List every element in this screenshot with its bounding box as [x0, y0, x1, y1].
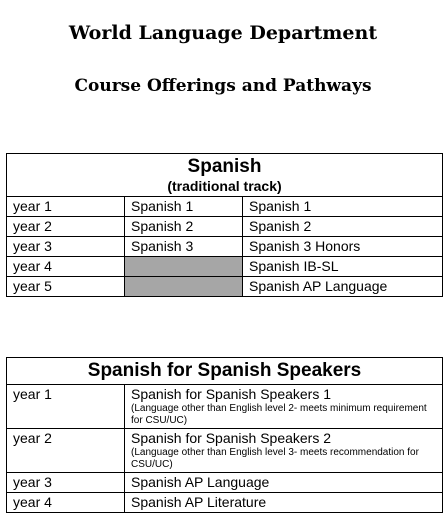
table-row — [7, 257, 443, 277]
spanish-speakers-table-title: Spanish for Spanish Speakers — [87, 360, 362, 381]
course-name: Spanish for Spanish Speakers 1 — [131, 386, 332, 402]
page-title: World Language Department — [68, 22, 378, 44]
spanish-table-header — [7, 154, 443, 197]
spanish-speakers-table-header — [7, 358, 443, 385]
shaded-cell — [125, 277, 243, 297]
course-cell: Spanish AP Language — [125, 473, 443, 493]
table-row — [7, 493, 443, 513]
spanish-table-title-cell — [7, 154, 443, 197]
course-cell: Spanish 2 — [125, 217, 243, 237]
table-row — [7, 473, 443, 493]
course-cell: Spanish 3 Honors — [243, 237, 443, 257]
year-cell: year 3 — [7, 237, 125, 257]
course-cell: Spanish 3 — [125, 237, 243, 257]
course-name: Spanish for Spanish Speakers 2 — [131, 430, 332, 446]
shaded-cell — [125, 257, 243, 277]
course-cell: Spanish 1 — [243, 197, 443, 217]
page-subtitle: Course Offerings and Pathways — [74, 76, 372, 96]
year-cell: year 2 — [7, 217, 125, 237]
year-cell: year 1 — [7, 197, 125, 217]
course-cell: Spanish 2 — [243, 217, 443, 237]
spanish-speakers-table — [6, 357, 443, 513]
course-cell — [125, 429, 443, 473]
year-cell: year 4 — [7, 257, 125, 277]
year-cell: year 2 — [7, 429, 125, 473]
course-cell: Spanish IB-SL — [243, 257, 443, 277]
year-cell: year 3 — [7, 473, 125, 493]
table-row — [7, 237, 443, 257]
table-row — [7, 197, 443, 217]
year-cell: year 5 — [7, 277, 125, 297]
year-cell: year 4 — [7, 493, 125, 513]
year-cell: year 1 — [7, 385, 125, 429]
spanish-table — [6, 153, 443, 297]
table-row — [7, 385, 443, 429]
course-cell: Spanish AP Literature — [125, 493, 443, 513]
course-note: (Language other than English level 2- meets minimum requirement for CSU/UC) — [131, 403, 427, 426]
course-cell: Spanish AP Language — [243, 277, 443, 297]
course-cell: Spanish 1 — [125, 197, 243, 217]
table-row — [7, 277, 443, 297]
spanish-table-subtitle: (traditional track) — [167, 178, 282, 194]
spanish-table-title: Spanish — [187, 156, 262, 177]
table-row — [7, 429, 443, 473]
course-note: (Language other than English level 3- meets recommendation for CSU/UC) — [131, 447, 419, 470]
course-cell — [125, 385, 443, 429]
spanish-speakers-title-cell — [7, 358, 443, 385]
table-row — [7, 217, 443, 237]
